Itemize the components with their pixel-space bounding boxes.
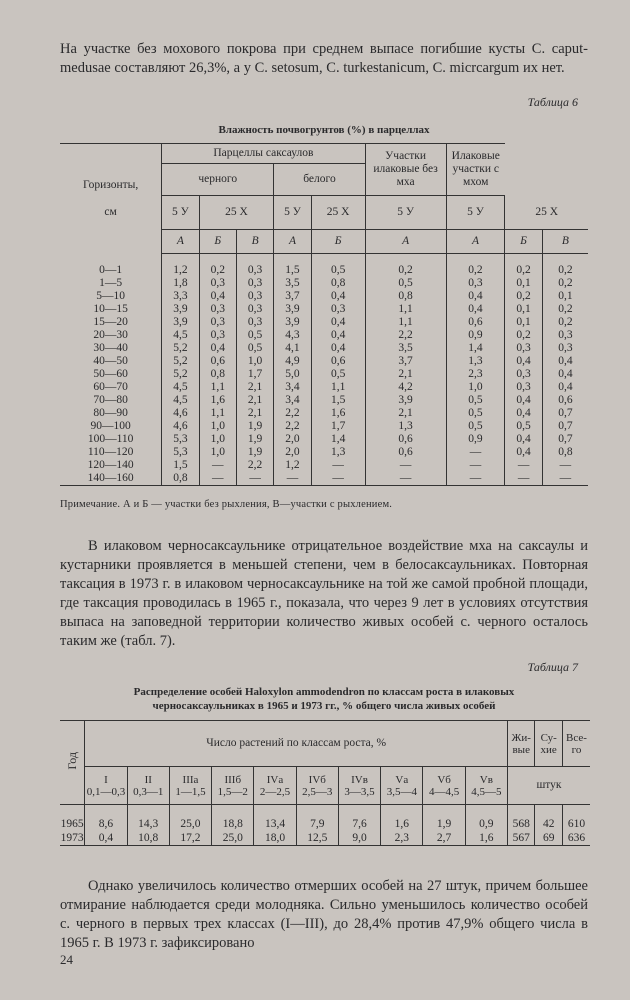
moisture-cell: 0,2	[505, 329, 542, 342]
moisture-cell: 0,5	[311, 368, 365, 381]
moisture-cell: 4,5	[162, 329, 199, 342]
moisture-cell: 2,1	[365, 407, 446, 420]
value-cell: 2,7	[423, 831, 465, 846]
intro-paragraph: На участке без мохового покрова при среднем выпасе погибшие кусты C. caput-medusae составляют 26,3%, а у C. setosum, C. turkestanicum, C. micrcargum их нет.	[60, 41, 588, 76]
value-cell: 18,8	[212, 805, 254, 832]
letter: В	[542, 230, 588, 254]
moisture-cell: 0,4	[311, 316, 365, 329]
moisture-cell: 1,1	[365, 303, 446, 316]
table7-body	[60, 805, 590, 846]
moisture-cell: 0,3	[311, 303, 365, 316]
table7	[60, 720, 590, 850]
moisture-cell: —	[199, 459, 236, 472]
moisture-cell: 1,8	[162, 277, 199, 290]
moisture-cell: 0,6	[542, 394, 588, 407]
moisture-cell: 0,8	[542, 446, 588, 459]
moisture-cell: 3,4	[274, 394, 311, 407]
moisture-cell: 3,4	[274, 381, 311, 394]
moisture-cell: 3,9	[365, 394, 446, 407]
horizon-cell: 0—1	[99, 263, 123, 276]
moisture-cell: 0,4	[505, 407, 542, 420]
white-saxaul-header: белого	[274, 163, 365, 196]
h-25x-2: 25 Х	[311, 196, 365, 230]
value-cell: 7,9	[296, 805, 338, 832]
moisture-cell: —	[446, 446, 505, 459]
moisture-cell: 5,2	[162, 368, 199, 381]
horizon-cell: 1—5	[99, 277, 123, 289]
table6-label: Таблица 6	[527, 95, 578, 109]
moisture-cell: 0,3	[505, 342, 542, 355]
moisture-cell: 3,5	[365, 342, 446, 355]
table6-row	[60, 459, 588, 472]
moisture-cell: 0,8	[162, 472, 199, 486]
value-cell: 567	[507, 831, 534, 846]
table6-row	[60, 368, 588, 381]
moisture-cell: 1,7	[311, 420, 365, 433]
moisture-cell: 0,3	[542, 342, 588, 355]
moisture-cell: 0,3	[505, 381, 542, 394]
horizon-cell: 110—120	[87, 446, 134, 458]
moisture-cell: 1,0	[446, 381, 505, 394]
moisture-cell: 0,3	[199, 316, 236, 329]
growth-class-header: I 0,1—0,3	[85, 767, 127, 805]
value-cell: 1,6	[381, 805, 423, 832]
value-cell: 636	[562, 831, 590, 846]
moisture-cell: 1,9	[236, 420, 273, 433]
value-cell: 1,6	[465, 831, 507, 846]
moisture-cell: 2,2	[274, 420, 311, 433]
moisture-cell: 3,9	[162, 316, 199, 329]
moisture-cell: 1,3	[365, 420, 446, 433]
value-cell: 10,8	[127, 831, 169, 846]
moisture-cell: 2,1	[236, 394, 273, 407]
moisture-cell: 5,3	[162, 446, 199, 459]
moisture-cell: 0,2	[199, 254, 236, 278]
letter: А	[162, 230, 199, 254]
growth-class-header: IVа 2—2,5	[254, 767, 296, 805]
value-cell: 7,6	[338, 805, 380, 832]
value-cell: 25,0	[169, 805, 211, 832]
year-cell: 1973	[60, 831, 84, 844]
moisture-cell: 1,5	[311, 394, 365, 407]
letter: А	[274, 230, 311, 254]
moisture-cell: 0,4	[311, 329, 365, 342]
moisture-cell: 1,0	[199, 446, 236, 459]
horizon-cell: 10—15	[93, 303, 128, 315]
moisture-cell: 0,1	[505, 303, 542, 316]
moisture-cell: 0,4	[542, 355, 588, 368]
table6-body	[60, 254, 588, 486]
growth-class-header: IIIа 1—1,5	[169, 767, 211, 805]
moisture-cell: 0,3	[199, 303, 236, 316]
horizon-header: Горизонты, см	[60, 144, 162, 254]
moisture-cell: 0,3	[199, 277, 236, 290]
moisture-cell: 0,4	[505, 433, 542, 446]
table6-title: Влажность почвогрунтов (%) в парцеллах	[218, 124, 430, 136]
moisture-cell: 3,9	[274, 316, 311, 329]
moisture-cell: 2,0	[274, 446, 311, 459]
moisture-cell: 0,4	[505, 394, 542, 407]
class-span-header: Число растений по классам роста, %	[85, 721, 508, 767]
moisture-cell: 0,3	[236, 303, 273, 316]
moisture-cell: 2,0	[274, 433, 311, 446]
moisture-cell: 1,0	[236, 355, 273, 368]
moisture-cell: 1,6	[199, 394, 236, 407]
moisture-cell: 0,5	[236, 342, 273, 355]
moisture-cell: —	[365, 472, 446, 486]
group-takyr-no-moss: Участки илаковые без мха	[365, 144, 446, 196]
growth-class-header: Vв 4,5—5	[465, 767, 507, 805]
moisture-cell: —	[542, 459, 588, 472]
moisture-cell: 5,2	[162, 355, 199, 368]
moisture-cell: 0,7	[542, 407, 588, 420]
page-number: 24	[60, 952, 73, 967]
moisture-cell: 0,6	[365, 433, 446, 446]
moisture-cell: 2,1	[236, 407, 273, 420]
moisture-cell: —	[505, 472, 542, 486]
moisture-cell: 0,3	[236, 316, 273, 329]
moisture-cell: 0,8	[199, 368, 236, 381]
moisture-cell: 0,4	[446, 303, 505, 316]
moisture-cell: 0,5	[446, 420, 505, 433]
moisture-cell: —	[542, 472, 588, 486]
growth-class-header: IVб 2,5—3	[296, 767, 338, 805]
moisture-cell: 4,6	[162, 420, 199, 433]
horizon-cell: 60—70	[93, 381, 128, 393]
growth-class-header: IVв 3—3,5	[338, 767, 380, 805]
moisture-cell: 2,1	[236, 381, 273, 394]
moisture-cell: 0,2	[505, 290, 542, 303]
letter: Б	[199, 230, 236, 254]
table7-row	[60, 805, 590, 832]
total-header: Все-го	[562, 721, 590, 767]
moisture-cell: 0,5	[311, 254, 365, 278]
units-header: штук	[507, 767, 590, 805]
moisture-cell: 4,6	[162, 407, 199, 420]
moisture-cell: 1,2	[162, 254, 199, 278]
moisture-cell: 1,5	[274, 254, 311, 278]
moisture-cell: 1,4	[446, 342, 505, 355]
moisture-cell: 0,1	[505, 277, 542, 290]
horizon-cell: 40—50	[93, 355, 128, 367]
moisture-cell: 0,5	[446, 407, 505, 420]
moisture-cell: 4,3	[274, 329, 311, 342]
year-header: Год	[60, 721, 85, 805]
moisture-cell: 0,9	[446, 329, 505, 342]
value-cell: 12,5	[296, 831, 338, 846]
value-cell: 0,9	[465, 805, 507, 832]
moisture-cell: —	[311, 459, 365, 472]
moisture-cell: 0,3	[446, 277, 505, 290]
moisture-cell: 2,1	[365, 368, 446, 381]
value-cell: 42	[535, 805, 562, 832]
moisture-cell: 1,1	[199, 381, 236, 394]
letter: А	[365, 230, 446, 254]
moisture-cell: 5,2	[162, 342, 199, 355]
moisture-cell: 3,5	[274, 277, 311, 290]
moisture-cell: 1,9	[236, 433, 273, 446]
horizon-cell: 120—140	[87, 459, 134, 471]
horizon-cell: 80—90	[93, 407, 128, 419]
moisture-cell: 2,3	[446, 368, 505, 381]
value-cell: 13,4	[254, 805, 296, 832]
table7-row	[60, 831, 590, 846]
h-5u-3: 5 У	[365, 196, 446, 230]
moisture-cell: 0,1	[505, 316, 542, 329]
value-cell: 9,0	[338, 831, 380, 846]
moisture-cell: 4,2	[365, 381, 446, 394]
table6-row	[60, 433, 588, 446]
letter: В	[236, 230, 273, 254]
moisture-cell: 0,9	[446, 433, 505, 446]
moisture-cell: 0,2	[542, 316, 588, 329]
moisture-cell: 0,3	[505, 368, 542, 381]
moisture-cell: 5,3	[162, 433, 199, 446]
table6-row	[60, 407, 588, 420]
horizon-cell: 15—20	[93, 316, 128, 328]
moisture-cell: 3,9	[274, 303, 311, 316]
moisture-cell: —	[446, 472, 505, 486]
value-cell: 568	[507, 805, 534, 832]
growth-class-header: Vа 3,5—4	[381, 767, 423, 805]
value-cell: 14,3	[127, 805, 169, 832]
moisture-cell: 0,4	[311, 290, 365, 303]
table6-row	[60, 342, 588, 355]
alive-header: Жи-вые	[507, 721, 534, 767]
moisture-cell: 0,5	[365, 277, 446, 290]
value-cell: 25,0	[212, 831, 254, 846]
moisture-cell: 0,2	[505, 254, 542, 278]
horizon-cell: 100—110	[87, 433, 134, 445]
moisture-cell: 0,8	[311, 277, 365, 290]
table6-row	[60, 381, 588, 394]
horizon-cell: 20—30	[93, 329, 128, 341]
moisture-cell: 2,2	[365, 329, 446, 342]
moisture-cell: —	[311, 472, 365, 486]
moisture-cell: 1,0	[199, 420, 236, 433]
table7-title: Распределение особей Haloxylon ammodendron по классам роста в илаковых черносаксаульниках в 1965 и 1973 гг., % общего числа живых особей	[133, 686, 515, 712]
value-cell: 69	[535, 831, 562, 846]
moisture-cell: 3,9	[162, 303, 199, 316]
horizon-cell: 30—40	[93, 342, 128, 354]
value-cell: 1,9	[423, 805, 465, 832]
letter: А	[446, 230, 505, 254]
table6-row	[60, 303, 588, 316]
moisture-cell: 0,5	[505, 420, 542, 433]
moisture-cell: 0,4	[505, 355, 542, 368]
moisture-cell: 1,2	[274, 459, 311, 472]
moisture-cell: 1,0	[199, 433, 236, 446]
moisture-cell: 1,6	[311, 407, 365, 420]
moisture-cell: 4,9	[274, 355, 311, 368]
moisture-cell: 1,9	[236, 446, 273, 459]
group-saxaul-parcels: Парцеллы саксаулов	[162, 144, 365, 164]
moisture-cell: 1,5	[162, 459, 199, 472]
table6-row	[60, 290, 588, 303]
moisture-cell: 3,3	[162, 290, 199, 303]
growth-class-header: Vб 4—4,5	[423, 767, 465, 805]
moisture-cell: 0,7	[542, 420, 588, 433]
h-5u-4: 5 У	[446, 196, 505, 230]
moisture-cell: 0,7	[542, 433, 588, 446]
moisture-cell: 0,6	[365, 446, 446, 459]
h-25x-3: 25 Х	[505, 196, 588, 230]
moisture-cell: 3,7	[365, 355, 446, 368]
horizon-cell: 5—10	[96, 290, 125, 302]
moisture-cell: 0,5	[236, 329, 273, 342]
horizon-cell: 50—60	[93, 368, 128, 380]
table6-row	[60, 316, 588, 329]
moisture-cell: 0,2	[446, 254, 505, 278]
growth-class-header: II 0,3—1	[127, 767, 169, 805]
moisture-cell: 0,4	[542, 381, 588, 394]
moisture-cell: 3,7	[274, 290, 311, 303]
moisture-cell: 0,1	[542, 290, 588, 303]
moisture-cell: —	[446, 459, 505, 472]
second-paragraph: В илаковом черносаксаульнике отрицательное воздействие мха на саксаулы и кустарники проявляется в меньшей степени, чем в белосаксаульниках. Повторная таксация в 1973 г. в илаковом черносаксаульнике на той же самой пробной площади, где таксация проводилась в 1965 г., показала, что через 9 лет в условиях отсутствия выпаса на заповедной территории количество живых особей с. черного осталось таким же (табл. 7).	[60, 538, 588, 649]
value-cell: 0,4	[85, 831, 127, 846]
h-5u-1: 5 У	[162, 196, 199, 230]
moisture-cell: 0,5	[446, 394, 505, 407]
horizon-cell: 70—80	[93, 394, 128, 406]
table6-row	[60, 355, 588, 368]
moisture-cell: 0,3	[236, 254, 273, 278]
table6-row	[60, 446, 588, 459]
value-cell: 610	[562, 805, 590, 832]
moisture-cell: —	[505, 459, 542, 472]
table6-row	[60, 329, 588, 342]
moisture-cell: 1,1	[199, 407, 236, 420]
table6-row	[60, 472, 588, 486]
table6	[60, 143, 588, 492]
moisture-cell: 4,5	[162, 381, 199, 394]
table6-row	[60, 394, 588, 407]
dry-header: Су-хие	[535, 721, 562, 767]
moisture-cell: 0,3	[236, 277, 273, 290]
moisture-cell: —	[274, 472, 311, 486]
moisture-cell: 1,3	[446, 355, 505, 368]
moisture-cell: 0,3	[199, 329, 236, 342]
moisture-cell: 0,2	[542, 254, 588, 278]
group-takyr-moss: Илаковые участки с мхом	[446, 144, 505, 196]
moisture-cell: 0,4	[446, 290, 505, 303]
moisture-cell: —	[199, 472, 236, 486]
h-25x-1: 25 Х	[199, 196, 274, 230]
moisture-cell: 0,2	[542, 277, 588, 290]
moisture-cell: —	[365, 459, 446, 472]
horizon-cell: 90—100	[90, 420, 131, 432]
h-5u-2: 5 У	[274, 196, 311, 230]
moisture-cell: 0,6	[199, 355, 236, 368]
moisture-cell: 0,4	[199, 290, 236, 303]
horizon-cell: 140—160	[87, 472, 134, 484]
moisture-cell: 0,4	[199, 342, 236, 355]
year-cell: 1965	[60, 817, 84, 830]
moisture-cell: 1,3	[311, 446, 365, 459]
black-saxaul-header: черного	[162, 163, 274, 196]
moisture-cell: 1,4	[311, 433, 365, 446]
moisture-cell: 0,3	[236, 290, 273, 303]
letter: Б	[505, 230, 542, 254]
moisture-cell: —	[236, 472, 273, 486]
value-cell: 17,2	[169, 831, 211, 846]
table6-row	[60, 277, 588, 290]
moisture-cell: 2,2	[236, 459, 273, 472]
table6-row	[60, 254, 588, 278]
third-paragraph: Однако увеличилось количество отмерших особей на 27 штук, причем большее отмирание наблюдается среди молодняка. Сильно уменьшилось количество особей с. черного в первых трех классах (I—III), до 28,4% против 47,9% общего числа в 1965 г. В 1973 г. зафиксировано	[60, 878, 588, 951]
table6-row	[60, 420, 588, 433]
value-cell: 8,6	[85, 805, 127, 832]
moisture-cell: 0,4	[311, 342, 365, 355]
moisture-cell: 0,2	[365, 254, 446, 278]
moisture-cell: 0,6	[446, 316, 505, 329]
growth-class-header: IIIб 1,5—2	[212, 767, 254, 805]
moisture-cell: 1,1	[311, 381, 365, 394]
table7-label: Таблица 7	[527, 660, 578, 674]
moisture-cell: 0,4	[542, 368, 588, 381]
value-cell: 2,3	[381, 831, 423, 846]
table6-note: Примечание. А и Б — участки без рыхления, В—участки с рыхлением.	[60, 499, 393, 510]
moisture-cell: 5,0	[274, 368, 311, 381]
moisture-cell: 0,6	[311, 355, 365, 368]
value-cell: 18,0	[254, 831, 296, 846]
moisture-cell: 0,2	[542, 303, 588, 316]
moisture-cell: 4,1	[274, 342, 311, 355]
letter: Б	[311, 230, 365, 254]
moisture-cell: 0,4	[505, 446, 542, 459]
moisture-cell: 4,5	[162, 394, 199, 407]
moisture-cell: 2,2	[274, 407, 311, 420]
moisture-cell: 0,8	[365, 290, 446, 303]
moisture-cell: 1,1	[365, 316, 446, 329]
moisture-cell: 1,7	[236, 368, 273, 381]
moisture-cell: 0,3	[542, 329, 588, 342]
